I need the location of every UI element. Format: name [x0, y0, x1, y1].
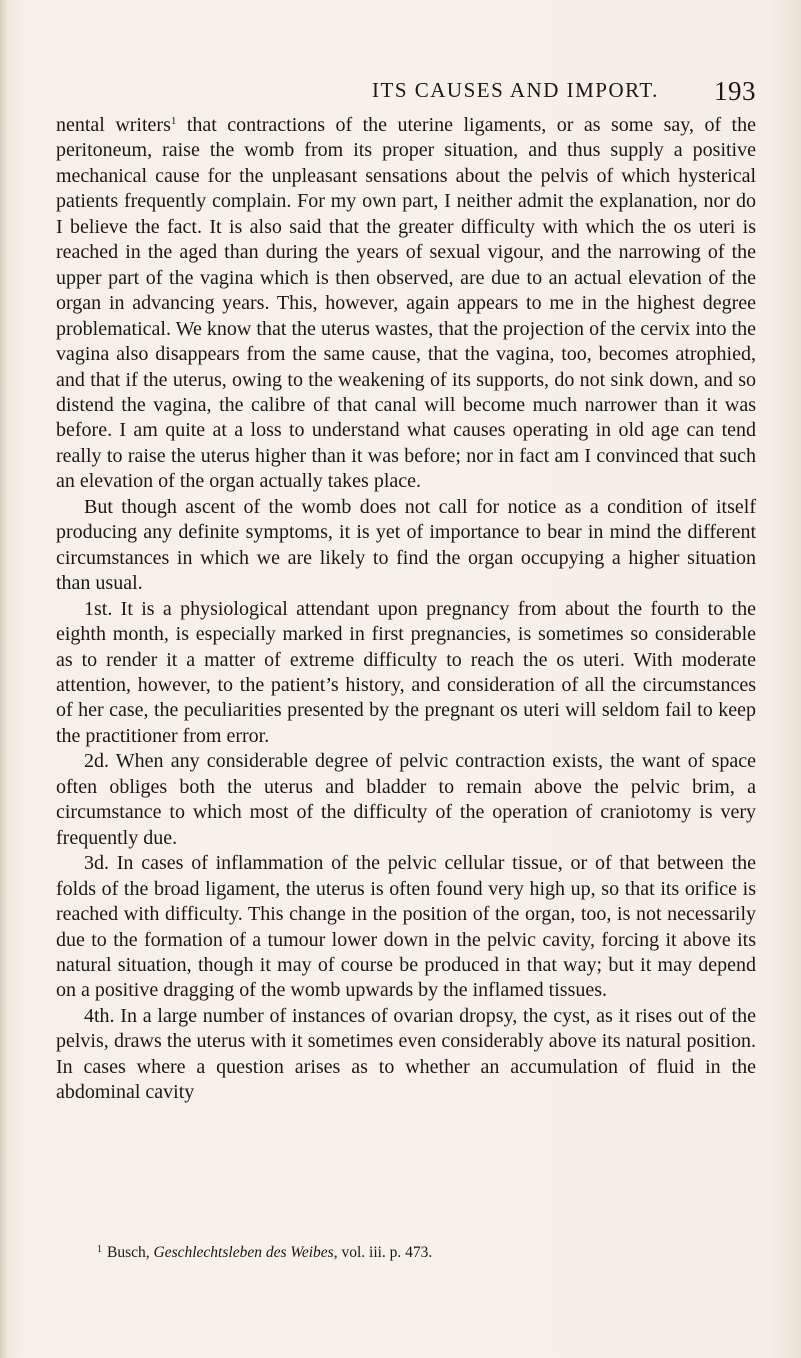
body-text [56, 113, 756, 1106]
footnote-author: Busch, [107, 1244, 154, 1261]
footnote-reference: 1 [170, 115, 177, 127]
page-binding-shadow [0, 0, 8, 1358]
page-number: 193 [714, 76, 756, 106]
footnote [97, 1240, 727, 1263]
paragraph-1 [56, 113, 756, 495]
footnote-rest: , vol. iii. p. 473. [333, 1244, 433, 1261]
paragraph-2: But though ascent of the womb does not call for notice as a condition of itself producing any definite symptoms, it is yet of importance to bear in mind the different circumstances in which we are likely to find the organ occupying a higher situation than usual. [56, 495, 756, 595]
paragraph-3: 1st. It is a physiological attendant upon pregnancy from about the fourth to the eighth month, is especially marked in first pregnancies, is sometimes so considerable as to render it a matter of extreme difficulty to reach the os uteri. With moderate attention, however, to the patient’s history, and consideration of all the circumstances of her case, the peculiarities presented by the pregnant os uteri will seldom fail to keep the practitioner from error. [56, 597, 756, 747]
footnote-marker: 1 [97, 1244, 102, 1255]
paragraph-1-start: nental writers [56, 114, 171, 136]
paragraph-4: 2d. When any considerable degree of pelvic contraction exists, the want of space often obliges both the uterus and bladder to remain above the pelvic brim, a circumstance to which most of the difficulty of the operation of craniotomy is very frequently due. [56, 750, 756, 849]
running-head: ITS CAUSES AND IMPORT. [372, 78, 659, 102]
paragraph-6: 4th. In a large number of instances of ovarian dropsy, the cyst, as it rises out of the pelvis, draws the uterus with it sometimes even considerably above its natural position. In cases where a question arises as to whether an accumulation of fluid in the abdominal cavity [56, 1004, 756, 1104]
footnote-title: Geschlechtsleben des Weibes [153, 1244, 334, 1261]
paragraph-5: 3d. In cases of inflammation of the pelvic cellular tissue, or of that between the folds of the broad ligament, the uterus is often found very high up, so that its orifice is reached with difficulty. This change in the position of the organ, too, is not necessarily due to the formation of a tumour lower down in the pelvic cavity, forcing it above its natural situation, though it may of course be produced in that way; but it may depend on a positive dragging of the womb upwards by the inflamed tissues. [56, 852, 756, 1002]
paragraph-1-rest: that contractions of the uterine ligaments, or as some say, of the peritoneum, raise the womb from its proper situation, and thus supply a positive mechanical cause for the unpleasant sensations about the pelvis of which hysterical patients frequently complain. For my own part, I neither admit the explanation, nor do I believe the fact. It is also said that the greater difficulty with which the os uteri is reached in the aged than during the years of sexual vigour, and the narrowing of the upper part of the vagina which is then observed, are due to an actual elevation of the organ in advancing years. This, however, again appears to me in the highest degree problematical. We know that the uterus wastes, that the projection of the cervix into the vagina also disappears from the same cause, that the vagina, too, becomes atrophied, and that if the uterus, owing to the weakening of its supports, do not sink down, and so distend the vagina, the calibre of that canal will become much narrower than it was before. I am quite at a loss to understand what causes operating in old age can tend really to raise the uterus higher than it was before; nor in fact am I convinced that such an elevation of the organ actually takes place. [56, 114, 756, 493]
page-header [56, 78, 756, 110]
